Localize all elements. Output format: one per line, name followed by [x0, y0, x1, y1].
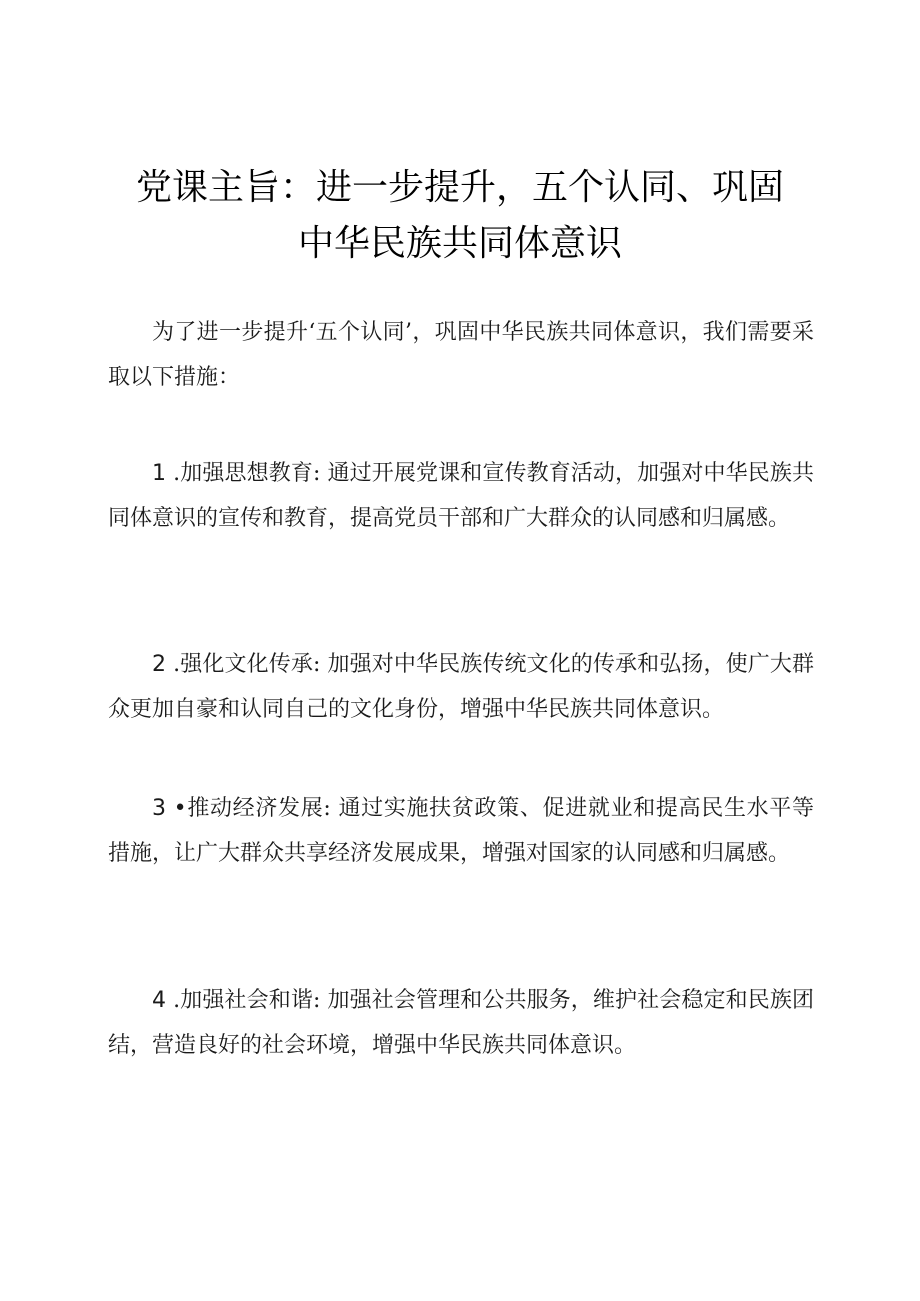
- item-heading: 加强社会和谐:: [180, 988, 321, 1013]
- list-item: [108, 451, 814, 541]
- item-separator: .: [173, 652, 181, 677]
- item-separator: .: [173, 988, 181, 1013]
- item-number: 3: [152, 796, 166, 821]
- item-body: 通过实施扶贫政策、促进就业和提高民生水平等措施，让广大群众共享经济发展成果，增强对国家的认同感和归属感。: [108, 796, 814, 866]
- list-item: [108, 786, 814, 876]
- item-separator: •: [173, 796, 187, 821]
- item-heading: 推动经济发展:: [186, 796, 331, 821]
- item-number: 2: [152, 652, 166, 677]
- item-body: 加强社会管理和公共服务，维护社会稳定和民族团结，营造良好的社会环境，增强中华民族共同体意识。: [108, 988, 814, 1058]
- item-body: 通过开展党课和宣传教育活动，加强对中华民族共同体意识的宣传和教育，提高党员干部和广大群众的认同感和归属感。: [108, 461, 814, 531]
- item-number: 1: [152, 461, 166, 486]
- item-number: 4: [152, 988, 166, 1013]
- list-item: [108, 978, 814, 1068]
- item-separator: .: [173, 461, 181, 486]
- item-heading: 强化文化传承:: [180, 652, 321, 677]
- page-title-line-1: 党课主旨：进一步提升，五个认同、巩固: [135, 167, 784, 208]
- list-item: [108, 642, 814, 732]
- intro-paragraph: 为了进一步提升‘五个认同’，巩固中华民族共同体意识，我们需要采取以下措施：: [108, 320, 814, 390]
- item-heading: 加强思想教育:: [180, 461, 321, 486]
- item-body: 加强对中华民族传统文化的传承和弘扬，使广大群众更加自豪和认同自己的文化身份，增强中华民族共同体意识。: [108, 652, 814, 722]
- page-title-line-2: 中华民族共同体意识: [297, 223, 622, 264]
